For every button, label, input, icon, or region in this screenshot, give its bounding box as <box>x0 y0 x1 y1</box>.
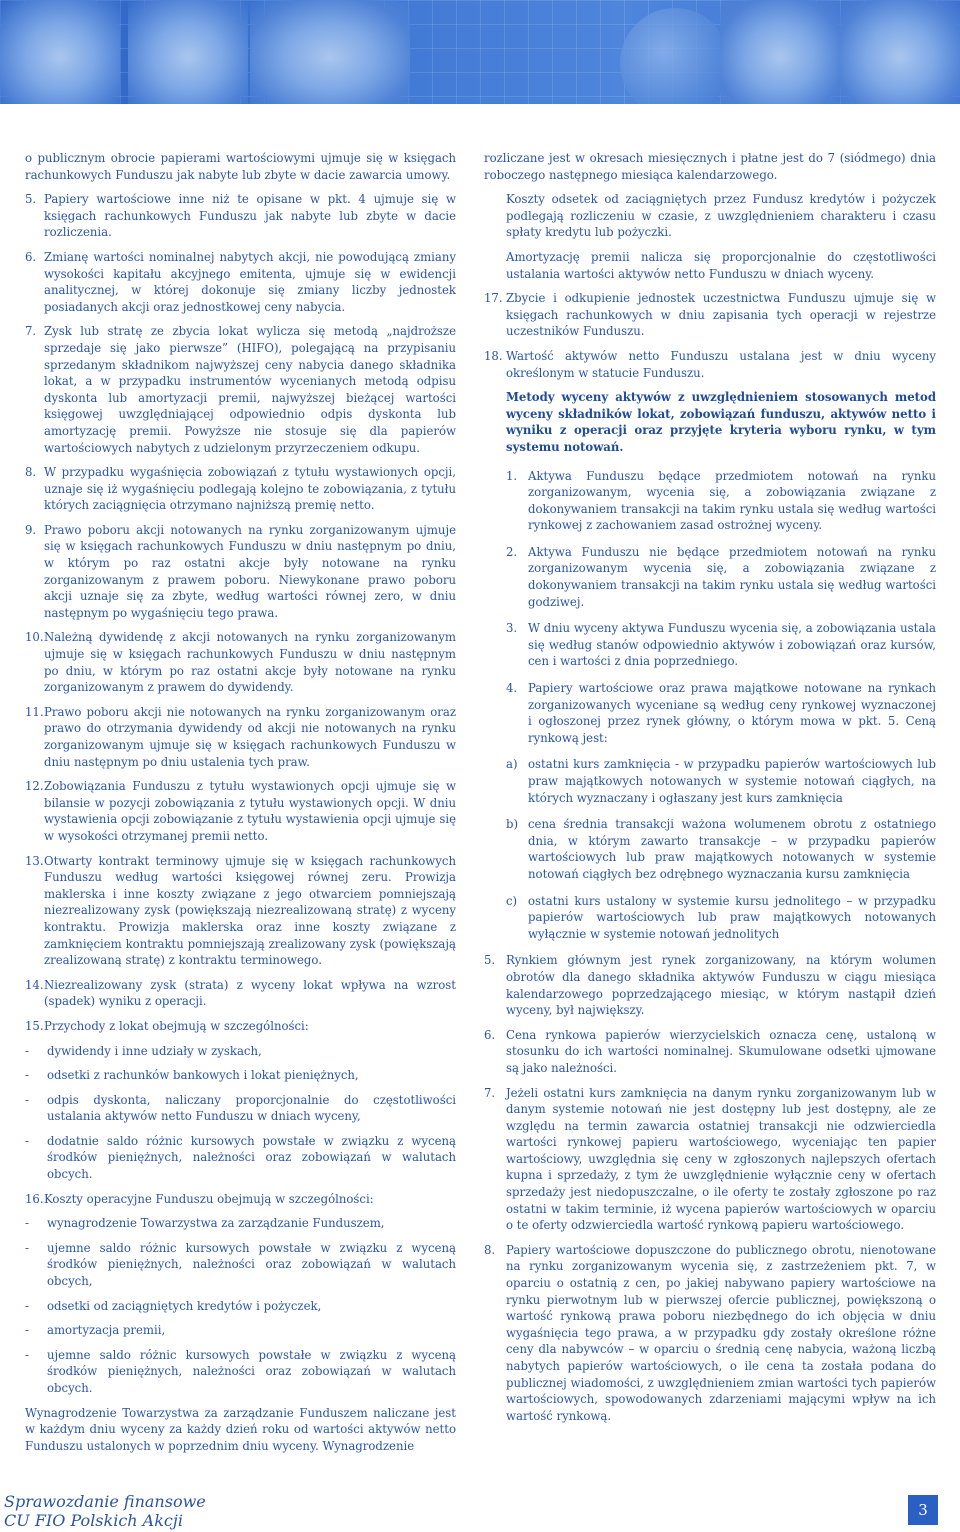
dash-item: - ujemne saldo różnic kursowych powstałe w związku z wyceną środków pieniężnych, należności oraz zobowiązań w walutach obcych. <box>25 1347 456 1395</box>
dash-item: - dywidendy i inne udziały w zyskach, <box>25 1043 262 1058</box>
list-item: 1. Aktywa Funduszu będące przedmiotem notowań na rynku zorganizowanym, wycenia się, a zobowiązania związane z dokonywaniem transakcji na takim rynku ustala się według wartości rynkowej z zachowaniem zasad ostrożnej wyceny. <box>506 468 936 533</box>
paragraph: Amortyzację premii nalicza się proporcjonalnie do częstotliwości ustalania wartości aktywów netto Funduszu w dniach wyceny. <box>506 249 936 281</box>
header-photo-banner <box>0 0 960 104</box>
banner-portrait-5 <box>840 0 960 104</box>
footer-document-title <box>4 1492 206 1530</box>
list-item: 13. Otwarty kontrakt terminowy ujmuje się w księgach rachunkowych Funduszu według wartości księgowej równej zeru. Prowizja maklerska i inne koszty związane z jego otwarciem pomniejszają niezrealizowany zysk (powiększają niezrealizowaną stratę) z wyceny kontraktu. Prowizja maklerska oraz inne koszty związane z zamknięciem kontraktu pomniejszają zrealizowany zysk (powiększają zrealizowaną stratę) z kontraktu terminowego. <box>25 853 456 968</box>
lettered-item: b) cena średnia transakcji ważona wolumenem obrotu z ostatniego dnia, w którym zawarto transakcje – w przypadku papierów wartościowych lub praw majątkowych notowanych w systemie notowań ciągłych bez odrębnego wyznaczania kursu zamknięcia <box>506 817 936 881</box>
list-item: 14. Niezrealizowany zysk (strata) z wyceny lokat wpływa na wzrost (spadek) wyniku z operacji. <box>25 977 456 1009</box>
list-item: 4. Papiery wartościowe oraz prawa majątkowe notowane na rynkach zorganizowanych wyceniane są według ceny rynkowej wyznaczonej i ogłoszonej przez rynek główny, o którym mowa w pkt. 5. Ceną rynkową jest: <box>506 681 936 745</box>
list-item: 10. Należną dywidendę z akcji notowanych na rynku zorganizowanym ujmuje się w księgach rachunkowych Funduszu w dniu następnym po dniu, w którym po raz ostatni akcje były notowane na rynku zorganizowanym z prawem do dywidendy. <box>25 630 456 695</box>
dash-item: - wynagrodzenie Towarzystwa za zarządzanie Funduszem, <box>25 1216 385 1231</box>
list-item: 15. Przychody z lokat obejmują w szczególności: <box>25 1018 309 1033</box>
list-item: 6. Zmianę wartości nominalnej nabytych akcji, nie powodującą zmiany wysokości kapitału akcyjnego emitenta, ujmuje się w ewidencji analitycznej, w której dokonuje się zmiany liczby jednostek posiadanych akcji oraz jednostkowej ceny nabycia. <box>25 249 456 314</box>
list-item: 7. Zysk lub stratę ze zbycia lokat wylicza się metodą „najdroższe sprzedaje się jako pierwsze” (HIFO), polegającą na przypisaniu sprzedanym składnikom najwyższej ceny nabycia danego składnika lokat, a w przypadku instrumentów wycenianych metodą odpisu dyskonta lub amortyzacji premii, najwyższej bieżącej wartości księgowej uwzględniającej odpowiednio odpis dyskonta lub amortyzację premii. Powyższe nie stosuje się dla papierów wartościowych nabytych z udzielonym przyrzeczeniem odkupu. <box>25 324 456 455</box>
paragraph: o publicznym obrocie papierami wartościowymi ujmuje się w księgach rachunkowych Funduszu jak nabyte lub zbyte w dacie zawarcia umowy. <box>25 151 456 182</box>
banner-portrait-2 <box>128 0 248 104</box>
list-item: 16. Koszty operacyjne Funduszu obejmują w szczególności: <box>25 1191 374 1206</box>
lettered-item: a) ostatni kurs zamknięcia - w przypadku papierów wartościowych lub praw majątkowych notowanych w systemie notowań ciągłych, na których wyznaczany i ogłaszany jest kurs zamknięcia <box>506 757 936 805</box>
list-item: 11. Prawo poboru akcji nie notowanych na rynku zorganizowanym oraz prawo do otrzymania dywidendy od akcji nie notowanych na rynku zorganizowanym ujmuje się w księgach rachunkowych Funduszu w dniu następnym po dniu ustalenia tych praw. <box>25 704 456 769</box>
banner-portrait-4 <box>720 0 840 104</box>
banner-portrait-3 <box>250 0 410 104</box>
footer-fund-name: CU FIO Polskich Akcji <box>4 1511 183 1530</box>
paragraph: rozliczane jest w okresach miesięcznych i płatne jest do 7 (siódmego) dnia roboczego następnego miesiąca kalendarzowego. <box>484 151 936 182</box>
paragraph: Koszty odsetek od zaciągniętych przez Fundusz kredytów i pożyczek podlegają rozliczeniu w czasie, z uwzględnieniem charakteru i czasu spłaty kredytu lub pożyczki. <box>506 192 936 240</box>
list-item: 18. Wartość aktywów netto Funduszu ustalana jest w dniu wyceny określonym w statucie Funduszu. <box>484 348 936 380</box>
list-item: 8. W przypadku wygaśnięcia zobowiązań z tytułu wystawionych opcji, uznaje się iż wygaśnięciu podlegają kolejno te zobowiązania, z tytułu których zaciągnięcia otrzymano najniższą premię netto. <box>25 465 456 513</box>
list-item: 5. Papiery wartościowe inne niż te opisane w pkt. 4 ujmuje się w księgach rachunkowych Funduszu jak nabyte lub zbyte w dacie rozliczenia. <box>25 192 456 240</box>
list-item: 2. Aktywa Funduszu nie będące przedmiotem notowań na rynku zorganizowanym wycenia się, a zobowiązania związane z dokonywaniem transakcji na takim rynku ustala się według wartości godziwej. <box>506 544 936 609</box>
list-item: 5. Rynkiem głównym jest rynek zorganizowany, na którym wolumen obrotów dla danego składnika aktywów Funduszu w ciągu miesiąca kalendarzowego poprzedzającego miesiąc, w którym nastąpił dzień wyceny, był największy. <box>484 953 936 1018</box>
section-heading: Metody wyceny aktywów z uwzględnieniem stosowanych metod wyceny składników lokat, zobowiązań funduszu, aktywów netto i wyniku z operacji oraz przyjęte kryteria wyboru rynku, w tym systemu notowań. <box>506 390 936 454</box>
dash-item: - odpis dyskonta, naliczany proporcjonalnie do częstotliwości ustalania aktywów netto Funduszu w dniach wyceny, <box>25 1092 456 1124</box>
dash-item: - amortyzacja premii, <box>25 1323 166 1338</box>
dash-item: - dodatnie saldo różnic kursowych powstałe w związku z wyceną środków pieniężnych, należności oraz zobowiązań w walutach obcych. <box>25 1133 456 1182</box>
list-item: 7. Jeżeli ostatni kurs zamknięcia na danym rynku zorganizowanym lub w danym systemie notowań nie jest dostępny lub jest dostępny, ale ze względu na termin zawarcia ostatniej transakcji nie odzwierciedla wartości rynkowej papieru wartościowego, wyceniając ten papier wartościowy, uwzględnia się ceny w zgłoszonych najlepszych ofertach kupna i sprzedaży, z tym że uwzględnienie wyłącznie ceny w ofertach sprzedaży jest niedopuszczalne, o ile oferty te zostały zgłoszone po raz ostatni w takim terminie, iż wycena papierów wartościowych w oparciu o te oferty odzwierciedla wartość rynkową papieru wartościowego. <box>484 1085 936 1233</box>
list-item: 6. Cena rynkowa papierów wierzycielskich oznacza cenę, ustaloną w stosunku do ich wartości nominalnej. Skumulowane odsetki ujmowane są jako należności. <box>484 1027 936 1075</box>
list-item: 9. Prawo poboru akcji notowanych na rynku zorganizowanym ujmuje się w księgach rachunkowych Funduszu w dniu następnym po dniu, w którym po raz ostatni akcje były notowane na rynku zorganizowanym z prawem poboru. Niewykonane prawo poboru akcji uznaje się za zbyte, według wartości równej zero, w dniu następnym po wygaśnięciu tego prawa. <box>25 522 456 620</box>
left-column <box>25 150 456 1462</box>
footer-title-line: Sprawozdanie finansowe <box>4 1492 206 1511</box>
banner-portrait-1 <box>0 0 120 104</box>
paragraph: Wynagrodzenie Towarzystwa za zarządzanie Funduszem naliczane jest w każdym dniu wyceny za każdy dzień roku od wartości aktywów netto Funduszu ustalonych w poprzednim dniu wyceny. Wynagrodzenie <box>25 1405 456 1453</box>
list-item: 12. Zobowiązania Funduszu z tytułu wystawionych opcji ujmuje się w bilansie w pozycji zobowiązania z tytułu wystawionych opcji. W dniu wystawienia opcji zobowiązanie z tytułu wystawienia opcji ujmuje się w wysokości otrzymanej premii netto. <box>25 779 456 843</box>
lettered-item: c) ostatni kurs ustalony w systemie kursu jednolitego – w przypadku papierów wartościowych lub praw majątkowych notowanych wyłącznie w systemie notowań jednolitych <box>506 893 936 941</box>
page-number: 3 <box>908 1495 938 1525</box>
dash-item: - odsetki od zaciągniętych kredytów i pożyczek, <box>25 1298 322 1313</box>
list-item: 17. Zbycie i odkupienie jednostek uczestnictwa Funduszu ujmuje się w księgach rachunkowych w dniu zapisania tych operacji w rejestrze uczestników Funduszu. <box>484 291 936 339</box>
dash-item: - ujemne saldo różnic kursowych powstałe w związku z wyceną środków pieniężnych, należności oraz zobowiązań w walutach obcych, <box>25 1240 456 1289</box>
list-item: 3. W dniu wyceny aktywa Funduszu wycenia się, a zobowiązania ustala się według stanów odpowiednio aktywów i zobowiązań oraz kursów, cen i wartości z dnia poprzedniego. <box>506 621 936 669</box>
right-column <box>484 150 936 1432</box>
list-item: 8. Papiery wartościowe dopuszczone do publicznego obrotu, nienotowane na rynku zorganizowanym wycenia się, z zastrzeżeniem pkt. 7, w oparciu o ostatnią z cen, po jakiej nabywano papiery wartościowe na rynku pierwotnym lub w pierwszej ofercie publicznej, powiększoną o wartość rynkową prawa poboru niezbędnego do ich objęcia w dniu wygaśnięcia tego prawa, a w przypadku gdy zostały określone różne ceny dla nabywców – w oparciu o średnią cenę nabycia, ważoną liczbą nabytych papierów wartościowych, o ile cena ta została podana do publicznej wiadomości, z uwzględnieniem zmian wartości tych papierów wartościowych, spowodowanych zdarzeniami mającymi wpływ na ich wartość rynkową. <box>484 1242 936 1423</box>
dash-item: - odsetki z rachunków bankowych i lokat pieniężnych, <box>25 1068 359 1083</box>
